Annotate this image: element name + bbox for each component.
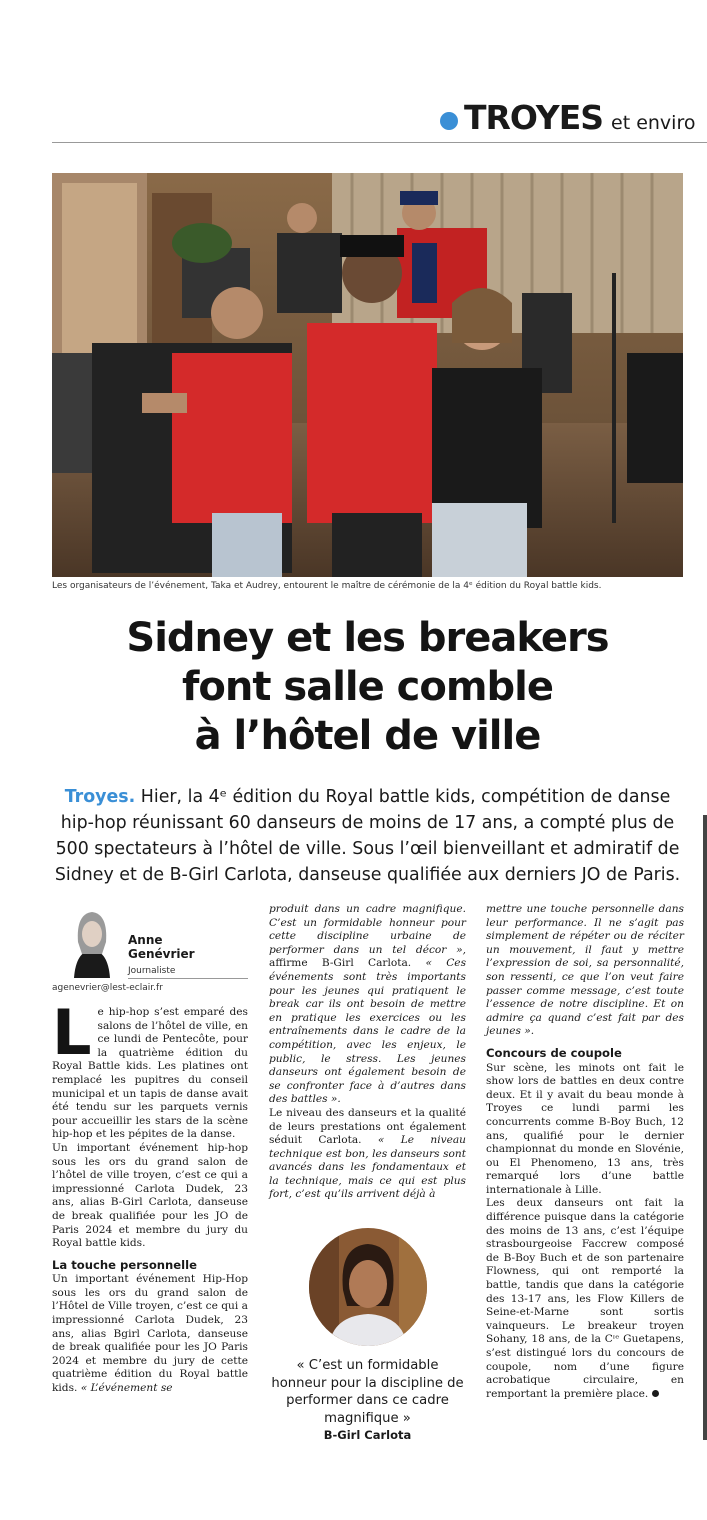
col3-paragraph-2: Sur scène, les minots ont fait le show lors de battles en deux contre deux. Et il y avait du beau monde à Troyes ce lundi parmi les concurrents comme B-Boy Buch, 12 ans, qualifié pour le dernier championnat du monde en Slovénie, ou El Phenomeno, 13 ans, très remarqué lors d’une battle internationale à Lille. — [486, 1061, 684, 1196]
col1-p1-text: e hip-hop s’est emparé des salons de l’hôtel de ville, en ce lundi de Pentecôte, pour la quatrième édition du Royal Battle kids. Les platines ont remplacé les pupitres du conseil municipal et un tapis de danse avait été tendu sur les parquets vernis pour accueillir les stars de la scène hip-hop et les pépites de la danse. — [52, 1006, 248, 1141]
lead-paragraph — [52, 784, 683, 888]
col3-p3-text: Les deux danseurs ont fait la différence puisque dans la catégorie des moins de 13 ans, c’est l’équipe strasbourgeoise Faccrew composé de B-Boy Buch et de son partenaire Flowness, qui ont remporté la battle, tandis que dans la catégorie des 13-17 ans, les Flow Killers de Seine-et-Marne sont sortis vainqueurs. Le breakeur troyen Sohany, 18 ans, de la Cᶦᵉ Guetapens, s’est distingué lors du concours de coupole, nom d’une figure acrobatique circulaire, en remportant la première place. — [486, 1197, 684, 1400]
author-email[interactable]: agenevrier@lest-eclair.fr — [52, 983, 163, 993]
col1-paragraph-3 — [52, 1273, 248, 1395]
subhead-concours-coupole: Concours de coupole — [486, 1045, 622, 1060]
col1-paragraph-1 — [52, 996, 248, 1142]
col2-quote-2: « Ces événements sont très importants pour les jeunes qui pratiquent le break car ils ont besoin de mettre en pratique les exercices ou les entraînements dans le cadre de la compétition, avec les enjeux, le public, le stress. Les jeunes danseurs ont également besoin de se confronter face à d’autres dans des battles ». — [269, 957, 467, 1106]
headline-line-3: à l’hôtel de ville — [194, 713, 541, 759]
col1-p3-text: Un important événement Hip-Hop sous les ors du grand salon de l’Hôtel de Ville troyen, c’est ce qui a impressionné Carlota Dudek, 23 ans, alias Bgirl Carlota, danseuse de break qualifiée pour les JO Paris 2024 et membre du jury de cette quatrième édition du Royal battle kids. — [52, 1273, 248, 1395]
subhead-touche-personnelle: La touche personnelle — [52, 1257, 197, 1272]
pull-quote — [269, 1357, 466, 1445]
article-column-3 — [486, 903, 684, 1401]
pull-quote-text: « C’est un formidable honneur pour la discipline de performer dans ce cadre magnifique » — [271, 1358, 464, 1426]
col2-quote-3: « Le niveau technique est bon, les danseurs sont avancés dans les fondamentaux et la technique, mais ce qui est plus fort, c’est qu’ils arrivent déjà à — [269, 1134, 467, 1201]
author-rule — [128, 978, 248, 979]
lead-text: Hier, la 4ᵉ édition du Royal battle kids, compétition de danse hip-hop réunissant 60 danseurs de moins de 17 ans, a compté plus de 500 spectateurs à l’hôtel de ville. Sous l’œil bienveillant et admiratif de Sidney et de B-Girl Carlota, danseuse qualifiée aux derniers JO de Paris. — [54, 787, 681, 885]
page-edge-bar — [703, 815, 707, 1440]
headline-line-2: font salle comble — [181, 664, 554, 710]
headline-line-1: Sidney et les breakers — [126, 615, 609, 661]
article-column-2 — [269, 903, 466, 1202]
section-name: TROYES — [464, 98, 604, 137]
section-header — [440, 98, 695, 137]
author-last-name: Genévrier — [128, 947, 195, 961]
col1-p3-quote: « L’événement se — [80, 1382, 173, 1395]
header-rule — [52, 142, 707, 143]
main-photo — [52, 173, 683, 577]
author-photo — [62, 906, 122, 978]
author-name — [128, 933, 195, 961]
photo-caption: Les organisateurs de l’événement, Taka et Audrey, entourent le maître de cérémonie de la 4ᵉ édition du Royal battle kids. — [52, 581, 602, 591]
end-mark — [652, 1390, 659, 1397]
lead-city: Troyes. — [64, 787, 136, 807]
col2-paragraph-1 — [269, 903, 466, 1107]
col2-quote-1: produit dans un cadre magnifique. C’est un formidable honneur pour cette discipline urbaine de performer dans un tel décor », — [269, 903, 466, 956]
col3-paragraph-3 — [486, 1197, 684, 1401]
article-column-1 — [52, 996, 248, 1396]
col3-paragraph-1 — [486, 903, 684, 1039]
pull-quote-author: B-Girl Carlota — [323, 1428, 412, 1442]
section-bullet — [440, 112, 458, 130]
author-first-name: Anne — [128, 933, 163, 947]
drop-cap: L — [52, 996, 92, 1069]
carlota-portrait — [309, 1228, 427, 1346]
col3-quote-1: mettre une touche personnelle dans leur performance. Il ne s’agit pas simplement de répéter ou de réciter un mouvement, il faut y mettre l’expression de soi, sa personnalité, son ressenti, ce que l’on veut faire passer comme message, c’est toute l’essence de notre discipline. Et on admire ça quand c’est fait par des jeunes ». — [486, 903, 684, 1038]
headline — [52, 614, 683, 761]
author-role: Journaliste — [128, 966, 176, 976]
col1-paragraph-2: Un important événement hip-hop sous les ors du grand salon de l’hôtel de ville troyen, c’est ce qui a impressionné Carlota Dudek, 23 ans, alias B-Girl Carlota, danseuse de break qualifiée pour les JO de Paris 2024 et membre du jury du Royal battle kids. — [52, 1141, 248, 1250]
col2-text-2: Le niveau des danseurs et la qualité de leurs prestations ont également séduit Carlota. — [269, 1106, 466, 1147]
section-subtitle: et enviro — [611, 112, 696, 134]
col2-text-1: affirme B-Girl Carlota. — [269, 957, 412, 970]
col2-paragraph-2 — [269, 1107, 466, 1202]
